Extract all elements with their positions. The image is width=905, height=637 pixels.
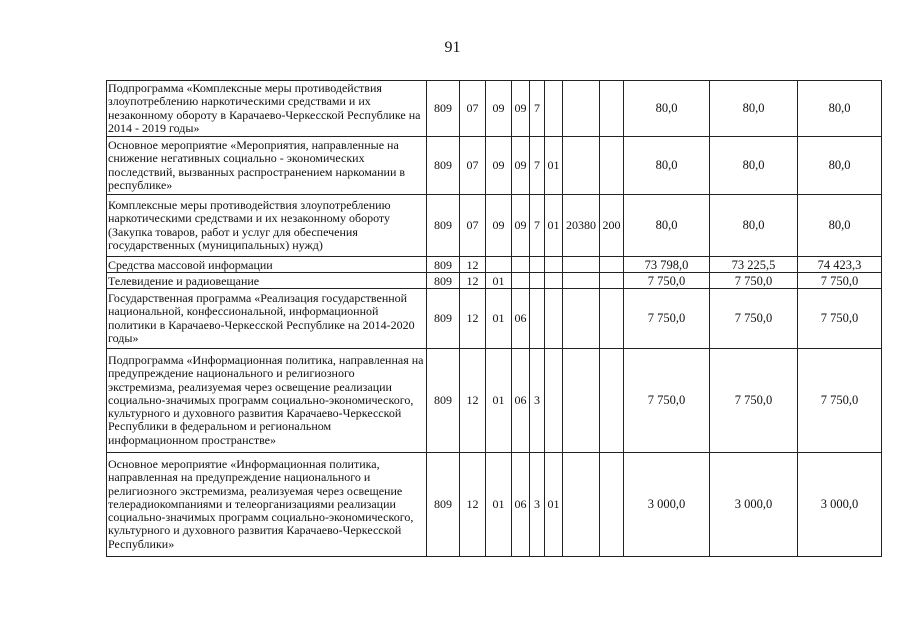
code-subsection: 09 [486, 195, 512, 257]
amount-year-2: 3 000,0 [710, 453, 798, 557]
amount-year-3: 7 750,0 [798, 349, 882, 453]
code-activity [545, 81, 563, 137]
code-section: 07 [460, 137, 486, 195]
table-row [107, 257, 882, 273]
amount-year-1: 80,0 [624, 137, 710, 195]
code-expense-type [600, 453, 624, 557]
code-activity [545, 289, 563, 349]
code-subprogram: 7 [530, 81, 545, 137]
code-program: 06 [512, 453, 530, 557]
code-expense-type: 200 [600, 195, 624, 257]
table-row [107, 273, 882, 289]
table-row [107, 81, 882, 137]
amount-year-2: 80,0 [710, 81, 798, 137]
code-program: 06 [512, 289, 530, 349]
amount-year-2: 80,0 [710, 195, 798, 257]
code-section: 12 [460, 273, 486, 289]
code-section: 12 [460, 453, 486, 557]
code-subsection: 01 [486, 349, 512, 453]
amount-year-3: 80,0 [798, 137, 882, 195]
amount-year-1: 73 798,0 [624, 257, 710, 273]
code-expense-type [600, 137, 624, 195]
code-subprogram [530, 257, 545, 273]
code-direction [563, 453, 600, 557]
amount-year-1: 3 000,0 [624, 453, 710, 557]
row-name: Подпрограмма «Комплексные меры противодействия злоупотреблению наркотическими средствами и их незаконному обороту в Карачаево-Черкесской Республике на 2014 - 2019 годы» [107, 81, 427, 137]
code-subprogram: 3 [530, 349, 545, 453]
amount-year-3: 80,0 [798, 81, 882, 137]
code-subsection [486, 257, 512, 273]
code-ministry: 809 [427, 195, 460, 257]
code-subprogram: 3 [530, 453, 545, 557]
code-activity [545, 257, 563, 273]
row-name: Основное мероприятие «Информационная политика, направленная на предупреждение национального и религиозного экстремизма, реализуемая через освещение телерадиокомпаниями и телеорганизациями реализации социально-значимых программ социально-экономического, культурного и духовного развития Карачаево-Черкесской Республики» [107, 453, 427, 557]
table-row [107, 349, 882, 453]
code-ministry: 809 [427, 137, 460, 195]
row-name: Государственная программа «Реализация государственной национальной, конфессиональной, информационной политики в Карачаево-Черкесской Республике на 2014-2020 годы» [107, 289, 427, 349]
amount-year-2: 7 750,0 [710, 349, 798, 453]
table-row [107, 453, 882, 557]
code-subsection: 09 [486, 137, 512, 195]
code-ministry: 809 [427, 349, 460, 453]
amount-year-2: 80,0 [710, 137, 798, 195]
code-activity [545, 273, 563, 289]
code-subprogram [530, 273, 545, 289]
code-expense-type [600, 289, 624, 349]
code-expense-type [600, 273, 624, 289]
amount-year-3: 80,0 [798, 195, 882, 257]
code-subprogram [530, 289, 545, 349]
code-subprogram: 7 [530, 195, 545, 257]
code-ministry: 809 [427, 289, 460, 349]
amount-year-3: 7 750,0 [798, 289, 882, 349]
code-activity: 01 [545, 137, 563, 195]
code-section: 07 [460, 81, 486, 137]
code-direction [563, 137, 600, 195]
code-activity [545, 349, 563, 453]
code-expense-type [600, 349, 624, 453]
code-direction: 20380 [563, 195, 600, 257]
code-ministry: 809 [427, 257, 460, 273]
code-section: 07 [460, 195, 486, 257]
code-program: 09 [512, 195, 530, 257]
amount-year-1: 7 750,0 [624, 349, 710, 453]
amount-year-3: 3 000,0 [798, 453, 882, 557]
code-program [512, 257, 530, 273]
amount-year-2: 7 750,0 [710, 289, 798, 349]
code-program: 06 [512, 349, 530, 453]
amount-year-3: 7 750,0 [798, 273, 882, 289]
code-subsection: 01 [486, 273, 512, 289]
amount-year-3: 74 423,3 [798, 257, 882, 273]
row-name: Средства массовой информации [107, 257, 427, 273]
code-direction [563, 81, 600, 137]
row-name: Подпрограмма «Информационная политика, направленная на предупреждение национального и религиозного экстремизма, реализуемая через освещение реализации социально-значимых программ социально-экономического, культурного и духовного развития Карачаево-Черкесской Республики в федеральном и региональном информационном пространстве» [107, 349, 427, 453]
code-ministry: 809 [427, 273, 460, 289]
code-program: 09 [512, 137, 530, 195]
amount-year-1: 7 750,0 [624, 289, 710, 349]
code-section: 12 [460, 289, 486, 349]
code-section: 12 [460, 257, 486, 273]
table-row [107, 137, 882, 195]
page-number: 91 [444, 39, 461, 56]
code-ministry: 809 [427, 453, 460, 557]
code-activity: 01 [545, 453, 563, 557]
code-expense-type [600, 257, 624, 273]
code-program: 09 [512, 81, 530, 137]
code-section: 12 [460, 349, 486, 453]
code-ministry: 809 [427, 81, 460, 137]
amount-year-1: 80,0 [624, 195, 710, 257]
code-subsection: 01 [486, 289, 512, 349]
row-name: Комплексные меры противодействия злоупотреблению наркотическими средствами и их незаконному обороту (Закупка товаров, работ и услуг для обеспечения государственных (муниципальных) нужд) [107, 195, 427, 257]
code-direction [563, 349, 600, 453]
budget-table [106, 80, 882, 557]
code-subsection: 01 [486, 453, 512, 557]
amount-year-2: 7 750,0 [710, 273, 798, 289]
code-program [512, 273, 530, 289]
code-direction [563, 273, 600, 289]
code-subprogram: 7 [530, 137, 545, 195]
table-row [107, 289, 882, 349]
code-subsection: 09 [486, 81, 512, 137]
amount-year-1: 80,0 [624, 81, 710, 137]
table-row [107, 195, 882, 257]
code-expense-type [600, 81, 624, 137]
code-activity: 01 [545, 195, 563, 257]
row-name: Телевидение и радиовещание [107, 273, 427, 289]
code-direction [563, 289, 600, 349]
amount-year-1: 7 750,0 [624, 273, 710, 289]
amount-year-2: 73 225,5 [710, 257, 798, 273]
row-name: Основное мероприятие «Мероприятия, направленные на снижение негативных социально - экономических последствий, вызванных распространением наркомании в республике» [107, 137, 427, 195]
code-direction [563, 257, 600, 273]
